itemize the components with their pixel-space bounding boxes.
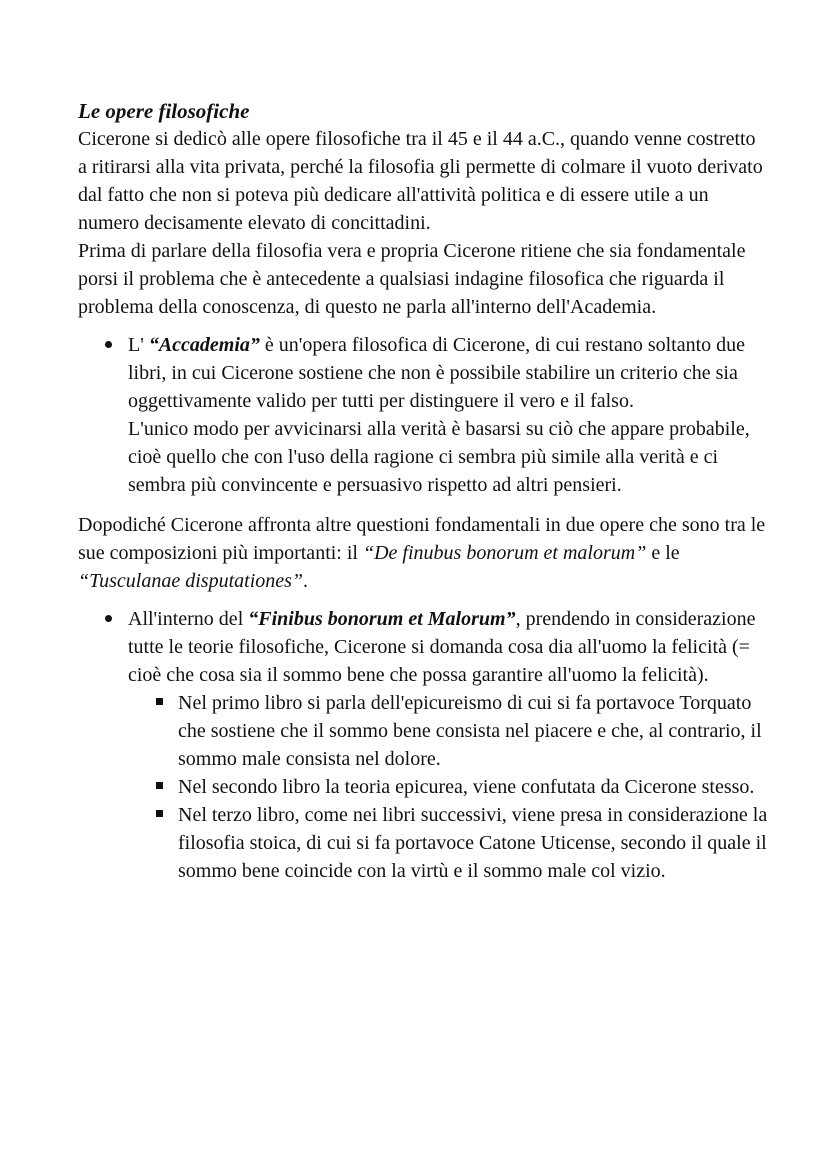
dopodiche-mid: e le xyxy=(646,542,680,564)
finibus-prefix: All'interno del xyxy=(128,608,249,630)
accademia-text: è un'opera filosofica di Cicerone, di cui restano soltanto due libri, in cui Cicerone sostiene che non è possibile stabilire un criterio che sia oggettivamente valido per tutti per distinguere il vero e il falso. xyxy=(128,334,746,412)
accademia-prefix: L' xyxy=(128,334,149,356)
accademia-item xyxy=(128,331,768,499)
knowledge-paragraph: Prima di parlare della filosofia vera e propria Cicerone ritiene che sia fondamentale porsi il problema che è antecedente a qualsiasi indagine filosofica che riguarda il problema della conoscenza, di questo ne parla all'interno dell'Academia. xyxy=(78,240,746,318)
dopodiche-paragraph xyxy=(78,511,768,595)
finibus-item xyxy=(128,605,768,885)
finibus-list xyxy=(78,605,768,885)
dopodiche-end: . xyxy=(303,570,309,592)
intro-paragraph: Cicerone si dedicò alle opere filosofiche tra il 45 e il 44 a.C., quando venne costretto a ritirarsi alla vita privata, perché la filosofia gli permette di colmare il vuoto derivato dal fatto che non si poteva più dedicare all'attività politica e di essere utile a un numero decisamente elevato di concittadini. xyxy=(78,128,763,234)
accademia-text-2: L'unico modo per avvicinarsi alla verità è basarsi su ciò che appare probabile, cioè quello che con l'uso della ragione ci sembra più simile alla verità e ci sembra più convincente e persuasivo rispetto ad altri pensieri. xyxy=(128,418,750,496)
finibus-text: , prendendo in considerazione tutte le teorie filosofiche, Cicerone si domanda cosa dia all'uomo la felicità (= cioè che cosa sia il sommo bene che possa garantire all'uomo la felicità). xyxy=(128,608,756,686)
finibus-title: “Finibus bonorum et Malorum” xyxy=(248,608,516,630)
books-list xyxy=(128,689,768,885)
section-heading: Le opere filosofiche xyxy=(78,99,250,123)
work-title-tusculanae: “Tusculanae disputationes” xyxy=(78,570,304,592)
accademia-title: “Accademia” xyxy=(148,334,260,356)
book-item-terzo: Nel terzo libro, come nei libri successivi, viene presa in considerazione la filosofia stoica, di cui si fa portavoce Catone Uticense, secondo il quale il sommo bene coincide con la virtù e il sommo male col vizio. xyxy=(178,801,768,885)
book-item-primo: Nel primo libro si parla dell'epicureismo di cui si fa portavoce Torquato che sostiene che il sommo bene consista nel piacere e che, al contrario, il sommo male consista nel dolore. xyxy=(178,689,768,773)
book-item-secondo: Nel secondo libro la teoria epicurea, viene confutata da Cicerone stesso. xyxy=(178,773,768,801)
dopodiche-text: Dopodiché Cicerone affronta altre questioni fondamentali in due opere che sono tra le sue composizioni più importanti: il xyxy=(78,514,766,564)
document-page xyxy=(78,97,768,897)
accademia-list xyxy=(78,331,768,499)
work-title-de-finibus: “De finubus bonorum et malorum” xyxy=(362,542,647,564)
